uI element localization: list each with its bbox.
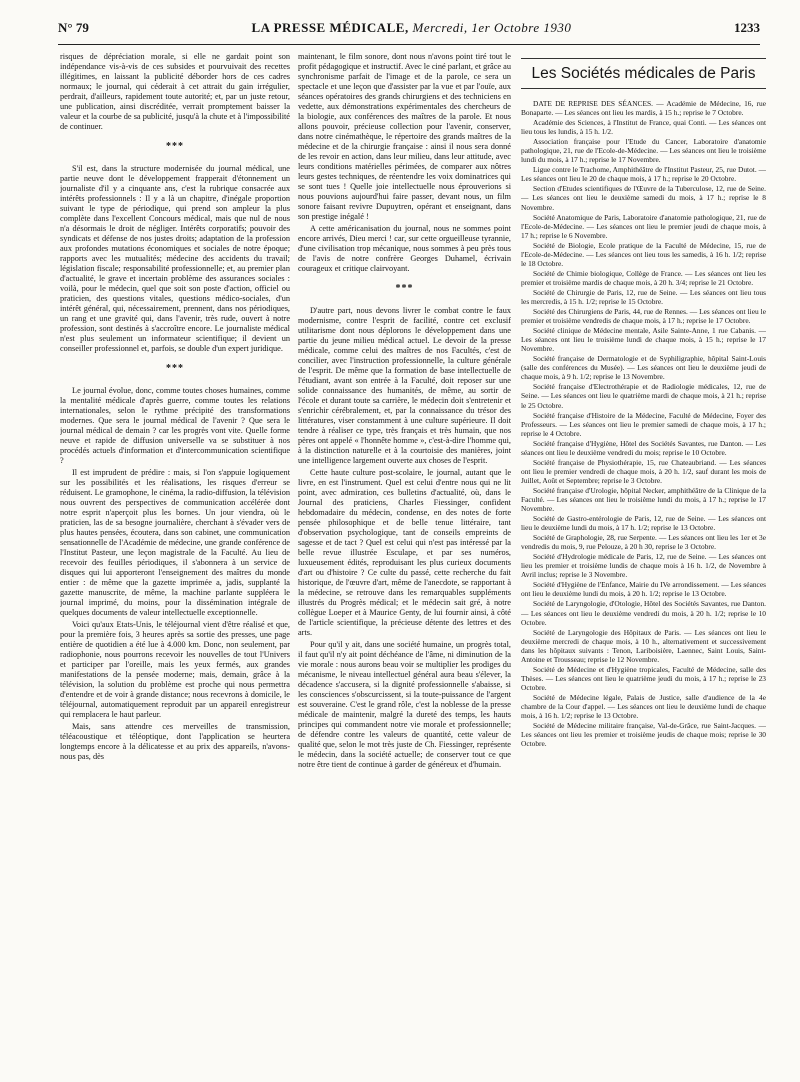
society-entry: Société de Médecine et d'Hygiène tropicales, Faculté de Médecine, salle des Thèses. — Les séances ont lieu le quatrième jeudi du mois, à 17 h.; reprise le 23 Octobre. <box>521 664 766 692</box>
society-entry: Société de Gastro-entérologie de Paris, 12, rue de Seine. — Les séances ont lieu le deuxième lundi du mois, à 17 h. 1/2; reprise le 13 Octobre. <box>521 514 766 533</box>
society-entry: Société de Chirurgie de Paris, 12, rue de Seine. — Les séances ont lieu tous les mercredis, à 15 h. 1/2; reprise le 15 Octobre. <box>521 287 766 306</box>
column-1 <box>60 52 290 1052</box>
paragraph: D'autre part, nous devons livrer le combat contre le faux modernisme, contre l'esprit de facilité, contre cet exclusif utilitarisme dont nous déplorons le développement dans une partie du jeune milieu médical actuel. Le devoir de la presse médicale, comme celui des maîtres de nos Facultés, c'est de concilier, avec l'instruction professionnelle, la culture générale de l'esprit. De même que la formation de base intellectuelle de l'étudiant, avant son entrée à la Faculté, doit reposer sur une solide connaissance des humanités, de même, au sortir de l'école et durant toute sa carrière, le médecin doit s'entretenir et s'enrichir cérébralement, et, par la connaissance du trésor des littératures, viser constamment à une culture supérieure. Il doit tendre à réaliser ce type, très français et très humain, que nos pères ont appelé « l'honnête homme », c'est-à-dire l'homme qui, à la distinction naturelle et à la courtoisie des manières, joint une intelligence largement ouverte aux choses de l'esprit. <box>298 306 511 465</box>
paragraph: A cette américanisation du journal, nous ne sommes point encore arrivés, Dieu merci ! car, sur cette orgueilleuse tyrannie, d'une civilisation trop mécanique, nous sommes à peu près tous de l'avis de notre confrère Georges Duhamel, écrivain courageux et critique clairvoyant. <box>298 224 511 273</box>
paragraph: Mais, sans attendre ces merveilles de transmission, téléacoustique et téléoptique, dont l'application se heurtera longtemps encore à la délicatesse et au prix des appareils, n'avons-nous pas, dès <box>60 722 290 761</box>
society-entry: Ligue contre le Trachome, Amphithéâtre de l'Institut Pasteur, 25, rue Dutot. — Les séances ont lieu le 20 de chaque mois, à 17 h.; reprise le 20 Octobre. <box>521 165 766 184</box>
column-2 <box>298 52 511 1052</box>
society-entry: Société des Chirurgiens de Paris, 44, rue de Rennes. — Les séances ont lieu le premier et troisième vendredis de chaque mois, à 17 h.; reprise le 17 Octobre. <box>521 307 766 326</box>
society-entry: Société française d'Histoire de la Médecine, Faculté de Médecine, Foyer des Professeurs. — Les séances ont lieu le premier samedi de chaque mois, à 17 h.; reprise le 4 Octobre. <box>521 410 766 438</box>
society-entry: Société clinique de Médecine mentale, Asile Sainte-Anne, 1 rue Cabanis. — Les séances ont lieu le troisième lundi de chaque mois, à 15 h.; reprise le 17 Novembre. <box>521 326 766 354</box>
society-entry: Société française d'Urologie, hôpital Necker, amphithéâtre de la Clinique de la Faculté. — Les séances ont lieu le troisième lundi du mois, à 17 h.; reprise le 17 Novembre. <box>521 485 766 514</box>
society-entry: Société de Médecine légale, Palais de Justice, salle d'audience de la 4e chambre de la Cour d'appel. — Les séances ont lieu le deuxième lundi de chaque mois, à 16 h. 1/2; reprise le 13 Octobre. <box>521 692 766 721</box>
section-separator: *** <box>166 141 184 152</box>
issue-date: Mercredi, 1er Octobre 1930 <box>412 20 572 35</box>
page-number: 1233 <box>734 20 760 35</box>
issue-number: N° 79 <box>58 20 89 35</box>
society-entry: Société d'Hydrologie médicale de Paris, 12, rue de Seine. — Les séances ont lieu les premier et troisième lundis de chaque mois à 16 h. 1/2, de Novembre à Avril inclus; reprise le 3 Novembre. <box>521 552 766 580</box>
paragraph: Voici qu'aux Etats-Unis, le téléjournal vient d'être réalisé et que, pour la première fois, 3 heures après sa sortie des presses, une page entière de quotidien a été lue à 4.000 km. Donc, non seulement, par radiophonie, nous pourrons recevoir les nouvelles de tout l'Univers et participer par l'oreille, mais les yeux fermés, aux grandes manifestations de la pensée moderne; mais, demain, grâce à la télévision, la solution du problème est proche qui nous permettra d'entendre et de voir à grande distance; nous recevrons à domicile, le téléjournal, automatiquement reproduit par un appareil enregistreur qui remplacera le haut parleur. <box>60 620 290 719</box>
column-3 <box>521 52 766 1052</box>
society-entry: Société française de Physiothérapie, 15, rue Chateaubriand. — Les séances ont lieu le premier vendredi de chaque mois, à 20 h. 1/2, sauf durant les mois de Juillet, Août et Septembre; reprise le 3 Octobre. <box>521 457 766 485</box>
society-entry: Société de Médecine militaire française, Val-de-Grâce, rue Saint-Jacques. — Les séances ont lieu les premier et troisième jeudis de chaque mois; reprise le 30 Octobre. <box>521 721 766 749</box>
society-entry: Société française d'Electrothérapie et de Radiologie médicales, 12, rue de Seine. — Les séances ont lieu le quatrième mardi de chaque mois, à 21 h.; reprise le 25 Octobre. <box>521 382 766 410</box>
paragraph: S'il est, dans la structure modernisée du journal médical, une partie neuve dont le développement frapperait d'étonnement un journaliste d'il y a cinquante ans, c'est la rubrique consacrée aux intérêts professionnels : Il y a là un chapitre, d'inégale proportion suivant le type de périodique, qui prend son ampleur la plus complète dans l'excellent Concours médical, mais que nul de nous n'a désormais le droit de négliger. Intérêts corporatifs; pouvoir des syndicats et défense de nos justes droits; adaptation de la profession aux profondes mutations économiques et sociales de notre époque; rapports avec les mutualités; médecine des accidents du travail; législation fiscale; responsabilité professionnelle; et, au premier plan d'actualité, le grave et incertain problème des assurances sociales : voilà, pour le médecin, quel que soit son poste d'action, officiel ou praticien, des questions vitales, questions médico-sociales, d'un intérêt général, qui, nécessairement, prennent, dans nos périodiques, un rang et une gravité qui, dans l'avenir, très rude, ouvert à notre profession, sont destinés à s'accroître encore. Le journaliste médical n'est plus seulement un informateur scientifique; il devient un conseiller professionnel et, parfois, se double d'un expert juridique. <box>60 164 290 353</box>
society-entry: Société française de Dermatologie et de Syphiligraphie, hôpital Saint-Louis (salle des conférences du Musée). — Les séances ont lieu le deuxième jeudi de chaque mois, à 9 h. 1/2; reprise le 13 Novembre. <box>521 354 766 382</box>
society-entry: Société de Laryngologie des Hôpitaux de Paris. — Les séances ont lieu le deuxième mercredi de chaque mois, à 10 h., alternativement et successivement dans les hôpitaux suivants : Tenon, Lariboisière, Laennec, Saint Louis, Saint-Antoine et Trousseau; reprise le 12 Novembre. <box>521 627 766 664</box>
society-entry: Association française pour l'Etude du Cancer, Laboratoire d'anatomie pathologique, 21, rue de l'Ecole-de-Médecine. — Les séances ont lieu le troisième lundi du mois, à 17 h.; reprise le 17 Novembre. <box>521 137 766 165</box>
society-entry: Section d'Etudes scientifiques de l'Œuvre de la Tuberculose, 12, rue de Seine. — Les séances ont lieu le deuxième samedi du mois, à 17 h.; reprise le 8 Novembre. <box>521 184 766 212</box>
society-entry: Société Anatomique de Paris, Laboratoire d'anatomie pathologique, 21, rue de l'Ecole-de-Médecine. — Les séances ont lieu le premier jeudi de chaque mois, à 17 h.; reprise le 6 Novembre. <box>521 212 766 240</box>
societies-intro: DATE DE REPRISE DES SÉANCES. — Académie de Médecine, 16, rue Bonaparte. — Les séances ont lieu les mardis, à 15 h.; reprise le 7 Octobre. <box>521 99 766 118</box>
society-entry: Société française d'Hygiène, Hôtel des Sociétés Savantes, rue Danton. — Les séances ont lieu le deuxième vendredi du mois; reprise le 10 Octobre. <box>521 438 766 457</box>
section-title: Les Sociétés médicales de Paris <box>521 58 766 89</box>
journal-title <box>252 20 572 36</box>
section-separator: *** <box>395 283 414 294</box>
section-separator: *** <box>166 363 184 374</box>
society-entry: Société d'Hygiène de l'Enfance, Mairie du IVe arrondissement. — Les séances ont lieu le deuxième lundi du mois, à 20 h. 1/2; reprise le 13 Octobre. <box>521 580 766 599</box>
society-entry: Société de Graphologie, 28, rue Serpente. — Les séances ont lieu les 1er et 3e vendredis du mois, 9, rue Pelouze, à 20 h 30, reprise le 3 Octobre. <box>521 533 766 552</box>
journal-name: LA PRESSE MÉDICALE, <box>251 20 409 35</box>
paragraph: Il est imprudent de prédire : mais, si l'on s'appuie logiquement sur les possibilités et les réalisations, les risques d'erreur se réduisent. Le gramophone, le cinéma, la radio-diffusion, la télévision nous ouvrent des perspectives de communication accélérée dont notre esprit n'aperçoit plus les bornes. Un jour viendra, où le praticien, las de sa besogne journalière, cherchant à s'évader vers de plus hautes pensées, écoutera, dans son cabinet, une communication sensationnelle de l'Académie de médecine, une grande conférence de l'Institut Pasteur, une leçon magistrale de la Faculté. Au lieu de recevoir des feuilles périodiques, il s'abonnera à un service de disques qui lui apporteront l'enseignement des maîtres du monde entier : de même que la gazette imprimée a, jadis, supplanté la gazette manuscrite, de même, la machine parlante suppléera le journal imprimé, du moins, pour la dissémination intégrale de quelques documents de valeur intellectuelle exceptionnelle. <box>60 468 290 617</box>
page-header <box>58 20 760 45</box>
society-entry: Société de Chimie biologique, Collège de France. — Les séances ont lieu les premier et troisième mardis de chaque mois, à 20 h. 3/4; reprise le 21 Octobre. <box>521 268 766 287</box>
paragraph: Pour qu'il y ait, dans une société humaine, un progrès total, il faut qu'il n'y ait point déchéance de l'âme, ni diminution de la vie morale : nous aurons beau voir se multiplier les prodiges du mécanisme, le niveau intellectuel général aura beau s'élever, la décadence s'accusera, si la dignité professionnelle s'abaisse, si les consciences s'obscurcissent, si la toute-puissance de l'argent est souveraine. C'est le grand rôle, c'est la noblesse de la presse médicale de maintenir, malgré la dureté des temps, les hauts principes qui commandent notre vie morale et professionnelle; de défendre contre les valeurs de quantité, cette valeur de qualité que, selon le mot très juste de Ch. Fiessinger, représente le médecin, dans la société actuelle; de conserver tout ce que notre être tient de continue à garder de généreux et d'humain. <box>298 640 511 769</box>
societies-list <box>521 118 766 748</box>
paragraph: Le journal évolue, donc, comme toutes choses humaines, comme la mentalité médicale d'après guerre, comme toutes les relations internationales, selon le rythme précipité des transformations modernes. Que sera le journal médical de l'avenir ? Que sera le journal médical de demain ? car les progrès vont vite. Quelle forme neuve et rapide de diffusion universelle va se substituer à nos procédés actuels d'information et d'intercommunication scientifique ? <box>60 386 290 465</box>
society-entry: Société de Laryngologie, d'Otologie, Hôtel des Sociétés Savantes, rue Danton. — Les séances ont lieu le deuxième vendredi du mois, à 20 h. 1/2; reprise le 10 Octobre. <box>521 599 766 627</box>
society-entry: Académie des Sciences, à l'Institut de France, quai Conti. — Les séances ont lieu tous les lundis, à 15 h. 1/2. <box>521 118 766 137</box>
paragraph: Cette haute culture post-scolaire, le journal, autant que le livre, en est l'instrument. Quel est celui d'entre nous qui ne lit point, avec admiration, ces bulletins d'actualité, où, dans le Journal des praticiens, Charles Fiessinger, confident hebdomadaire du médecin, condense, en des notes de forte pensée philosophique et de belle tenue littéraire, tant d'observation psychologique, tant de conseils empreints de sagesse et de tact ? Quel est celui qui n'est pas intéressé par la belle revue illustrée Esculape, et par ses numéros, luxueusement édités, reproduisant les plus curieux documents d'art ou d'histoire ? Ce culte du passé, cette recherche du fait historique, de l'œuvre d'art, même de l'anecdote, se rapportant à la médecine, se retrouve dans les remarquables suppléments illustrés du Progrès médical; et le médecin sait gré, à notre collègue Loeper et à Maurice Genty, de lui fournir ainsi, à côté de l'article scientifique, la précieuse détente des lettres et des arts. <box>298 468 511 637</box>
paragraph: risques de dépréciation morale, si elle ne gardait point son indépendance vis-à-vis de ces subsides et pourvuivait des recettes illégitimes, en laissant la publicité déborder hors de ces cadres normaux; le journal, qui céderait à cet attrait du gain irrégulier, perdrait, d'ailleurs, rapidement toute autorité; et, par un juste retour, une publication, ainsi discréditée, verrait promptement baisser la valeur et la courbe de sa publicité, jusqu'à la chute et à l'impossibilité de continuer. <box>60 52 290 131</box>
paragraph: maintenant, le film sonore, dont nous n'avons point tiré tout le profit pédagogique et instructif. Avec le ciné parlant, et grâce au synchronisme parfait de l'image et de la parole, ce sera un spectacle et une leçon que d'assister par la vue et par l'ouïe, aux séances opératoires des grands chirurgiens et des techniciens en vedette, aux démonstrations expérimentales des chercheurs de la biologie, aux conférences des maîtres de la parole. Et nous allons pouvoir, précieuse collection pour l'avenir, conserver, dans notre cinémathèque, le répertoire des grands maîtres de la médecine et de la chirurgie française : ainsi il nous sera donné de les revoir en action, dans leur milieu, dans leur attitude, avec leurs conditions matérielles périmées, de comparer aux nôtres leurs gestes techniques, de réentendre les voix dominatrices qui se sont tues ! Quelle joie intellectuelle nous éprouverions si nous pouvions aujourd'hui faire passer, devant nous, un film sonore faisant revivre Dupuytren, opérant et enseignant, dans son prestige inégalé ! <box>298 52 511 221</box>
society-entry: Société de Biologie, Ecole pratique de la Faculté de Médecine, 15, rue de l'Ecole-de-Médecine. — Les séances ont lieu tous les samedis, à 16 h. 1/2; reprise le 18 Octobre. <box>521 240 766 268</box>
